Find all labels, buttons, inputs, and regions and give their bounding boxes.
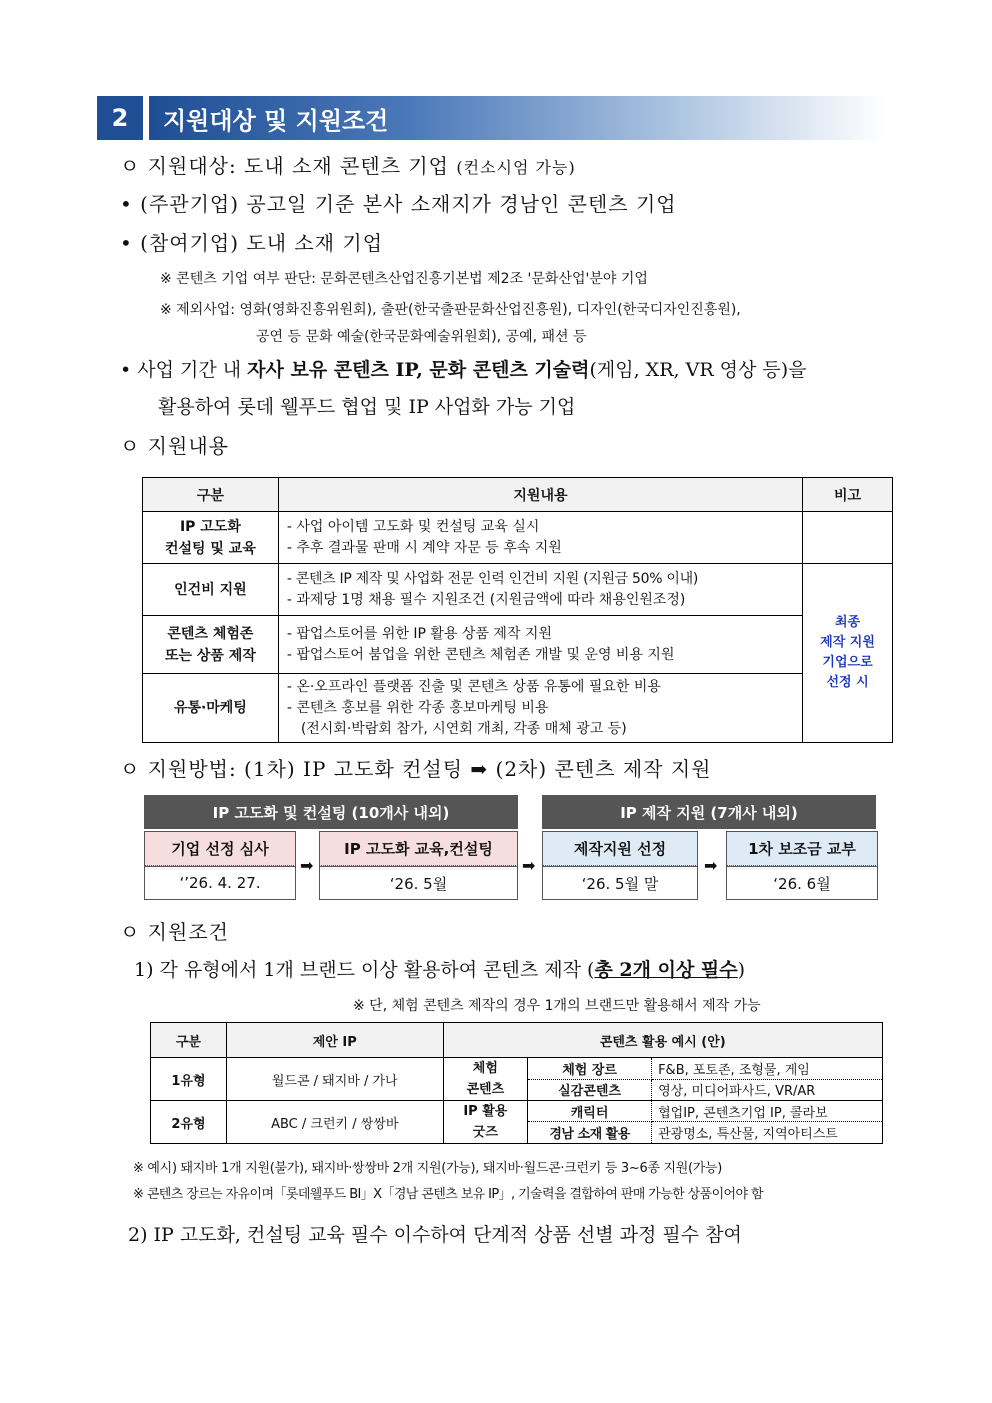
header-type: 구분 — [151, 1023, 227, 1058]
row-category: 유통·마케팅 — [143, 674, 279, 743]
business-line-2: 활용하여 롯데 웰푸드 협업 및 IP 사업화 가능 기업 — [158, 396, 576, 418]
note-content-company: ※ 콘텐츠 기업 여부 판단: 문화콘텐츠산업진흥기본법 제2조 '문화산업'분야 기업 — [160, 271, 648, 287]
ip-usage-table — [150, 1022, 883, 1144]
item-key: 실감콘텐츠 — [528, 1079, 652, 1100]
ip-cell: ABC / 크런키 / 쌍쌍바 — [226, 1101, 443, 1144]
example-note-2: ※ 콘텐츠 장르는 자유이며「롯데웰푸드 BI」X「경남 콘텐츠 보유 IP」, 기술력을 결합하여 판매 가능한 상품이어야 함 — [133, 1187, 763, 1202]
row-content: - 온·오프라인 플랫폼 진출 및 콘텐츠 상품 유통에 필요한 비용 - 콘텐츠 홍보를 위한 각종 홍보마케팅 비용 (전시회·박람회 참가, 시연회 개최, 각종 매체 광고 등) — [278, 674, 802, 743]
table-row — [151, 1058, 883, 1101]
item-key: 경남 소재 활용 — [528, 1122, 652, 1143]
usage-examples-cell — [443, 1058, 882, 1144]
method-line: ㅇ 지원방법: (1차) IP 고도화 컨설팅 ➡ (2차) 콘텐츠 제작 지원 — [120, 757, 712, 781]
business-text-c: (게임, XR, VR 영상 등)을 — [589, 359, 807, 381]
condition-1-text: 1) 각 유형에서 1개 브랜드 이상 활용하여 콘텐츠 제작 ( — [134, 959, 595, 981]
note-excluded: ※ 제외사업: 영화(영화진흥위원회), 출판(한국출판문화산업진흥원), 디자인(한국디자인진흥원), — [160, 302, 741, 318]
ip-cell: 월드콘 / 돼지바 / 가나 — [226, 1058, 443, 1101]
item-key: 캐릭터 — [528, 1101, 652, 1122]
target-line — [120, 150, 576, 179]
target-text: ㅇ 지원대상: 도내 소재 콘텐츠 기업 — [120, 154, 450, 178]
row-content: - 사업 아이템 고도화 및 컨설팅 교육 실시 - 추후 결과물 판매 시 계약 자문 등 후속 지원 — [278, 512, 802, 564]
item-key: 체험 장르 — [528, 1058, 652, 1079]
note-excluded-cont: 공연 등 문화 예술(한국문화예술위원회), 공예, 패션 등 — [256, 329, 587, 345]
content-heading: ㅇ 지원내용 — [120, 434, 229, 458]
row-category: 콘텐츠 체험존 또는 상품 제작 — [143, 616, 279, 674]
date-selection-review: ‘’26. 4. 27. — [144, 866, 296, 900]
table-row — [143, 512, 893, 564]
group-experience: 체험 콘텐츠 — [444, 1058, 528, 1101]
section-number: 2 — [97, 96, 143, 140]
section-header — [97, 96, 887, 140]
date-first-subsidy: ‘26. 6월 — [726, 866, 878, 900]
header-remarks: 비고 — [803, 478, 893, 512]
support-content-table — [142, 477, 893, 743]
item-value: F&B, 포토존, 조형물, 게임 — [652, 1058, 882, 1079]
type-cell: 1유형 — [151, 1058, 227, 1101]
partner-line: • (참여기업) 도내 소재 기업 — [120, 231, 384, 255]
row-content: - 콘텐츠 IP 제작 및 사업화 전문 인력 인건비 지원 (지원금 50% 이내) - 과제당 1명 채용 필수 지원조건 (지원금액에 따라 채용인원조정) — [278, 564, 802, 616]
business-text-a: • 사업 기간 내 — [120, 359, 248, 381]
type-cell: 2유형 — [151, 1101, 227, 1144]
item-value: 영상, 미디어파사드, VR/AR — [652, 1079, 882, 1100]
table-row — [143, 616, 893, 674]
header-proposed-ip: 제안 IP — [226, 1023, 443, 1058]
step-first-subsidy: 1차 보조금 교부 — [726, 831, 878, 866]
header-content: 지원내용 — [278, 478, 802, 512]
header-usage-examples: 콘텐츠 활용 예시 (안) — [443, 1023, 882, 1058]
row-content: - 팝업스토어를 위한 IP 활용 상품 제작 지원 - 팝업스토어 붐업을 위한 콘텐츠 체험존 개발 및 운영 비용 지원 — [278, 616, 802, 674]
date-production-selection: ‘26. 5월 말 — [542, 866, 698, 900]
row-category: IP 고도화 컨설팅 및 교육 — [143, 512, 279, 564]
row-category: 인건비 지원 — [143, 564, 279, 616]
condition-2: 2) IP 고도화, 컨설팅 교육 필수 이수하여 단계적 상품 선별 과정 필수 참여 — [128, 1224, 742, 1246]
header-category: 구분 — [143, 478, 279, 512]
item-value: 협업IP, 콘텐츠기업 IP, 콜라보 — [652, 1101, 882, 1122]
conditions-heading: ㅇ 지원조건 — [120, 920, 229, 944]
host-line: • (주관기업) 공고일 기준 본사 소재지가 경남인 콘텐츠 기업 — [120, 192, 677, 216]
condition-1-required: 총 2개 이상 필수 — [594, 959, 738, 981]
condition-1-close: ) — [737, 959, 746, 981]
condition-1 — [134, 955, 745, 982]
business-text-b: 자사 보유 콘텐츠 IP, 문화 콘텐츠 기술력 — [247, 359, 590, 381]
step-selection-review: 기업 선정 심사 — [144, 831, 296, 866]
phase1-header: IP 고도화 및 컨설팅 (10개사 내외) — [144, 795, 518, 829]
phase2-header: IP 제작 지원 (7개사 내외) — [542, 795, 876, 829]
step-production-selection: 제작지원 선정 — [542, 831, 698, 866]
arrow-right-icon: ➡ — [704, 856, 718, 875]
group-goods: IP 활용 굿즈 — [444, 1101, 528, 1144]
row-remarks — [803, 512, 893, 564]
example-note-1: ※ 예시) 돼지바 1개 지원(불가), 돼지바·쌍쌍바 2개 지원(가능), 돼지바·월드콘·크런키 등 3~6종 지원(가능) — [133, 1161, 723, 1176]
usage-examples — [444, 1058, 882, 1143]
table-row — [143, 564, 893, 616]
date-ip-consulting: ‘26. 5월 — [319, 866, 518, 900]
condition-1-note: ※ 단, 체험 콘텐츠 제작의 경우 1개의 브랜드만 활용해서 제작 가능 — [353, 998, 761, 1014]
item-value: 관광명소, 특산물, 지역아티스트 — [658, 1127, 838, 1143]
arrow-right-icon: ➡ — [522, 856, 536, 875]
section-title: 지원대상 및 지원조건 — [149, 96, 887, 140]
table-row — [143, 674, 893, 743]
target-note: (컨소시엄 가능) — [456, 158, 576, 177]
business-line — [120, 355, 807, 382]
arrow-right-icon: ➡ — [300, 856, 314, 875]
remarks-note: 최종 제작 지원 기업으로 선정 시 — [803, 564, 893, 743]
step-ip-consulting: IP 고도화 교육,컨설팅 — [319, 831, 518, 866]
